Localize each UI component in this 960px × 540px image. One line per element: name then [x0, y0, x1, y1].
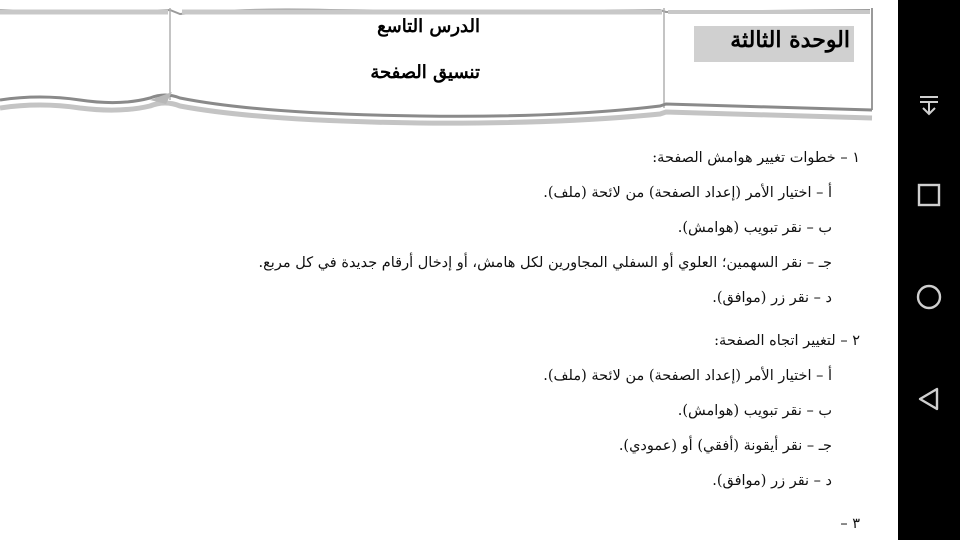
step-item: [619, 438, 832, 454]
section-heading: [714, 333, 860, 349]
section-title: لتغيير اتجاه الصفحة:: [714, 333, 836, 349]
step-letter: جـ –: [806, 438, 832, 454]
step-letter: ب –: [806, 403, 832, 419]
step-item: [543, 185, 832, 201]
home-circle-icon: [915, 283, 943, 311]
step-text: نقر السهمين؛ العلوي أو السفلي المجاورين لكل هامش، أو إدخال أرقام جديدة في كل مربع.: [258, 255, 803, 271]
step-item: [258, 255, 832, 271]
lesson-title: تنسيق الصفحة: [370, 62, 480, 83]
step-text: نقر زر (موافق).: [712, 290, 810, 306]
notification-pull-button[interactable]: [898, 74, 960, 136]
section-number: ١ –: [840, 150, 860, 166]
android-navigation-bar: [898, 0, 960, 540]
step-text: نقر أيقونة (أفقي) أو (عمودي).: [618, 438, 803, 454]
step-text: نقر تبويب (هوامش).: [677, 220, 802, 236]
step-text: نقر تبويب (هوامش).: [677, 403, 802, 419]
step-item: [543, 368, 832, 384]
section-number: ٢ –: [840, 333, 860, 349]
step-text: نقر زر (موافق).: [712, 473, 810, 489]
step-letter: د –: [813, 290, 832, 306]
step-item: [678, 220, 832, 236]
unit-title: الوحدة الثالثة: [730, 27, 850, 53]
step-item: [678, 403, 832, 419]
section-title: خطوات تغيير هوامش الصفحة:: [652, 150, 836, 166]
back-triangle-icon: [916, 386, 942, 412]
notification-pull-icon: [916, 92, 942, 118]
step-item: [712, 290, 832, 306]
step-letter: أ –: [816, 185, 832, 201]
step-text: اختيار الأمر (إعداد الصفحة) من لائحة (ملف).: [543, 368, 812, 384]
section-heading: [840, 516, 860, 532]
step-letter: د –: [813, 473, 832, 489]
back-button[interactable]: [898, 368, 960, 430]
recents-square-icon: [916, 182, 942, 208]
section-number: ٣ –: [840, 516, 860, 532]
step-letter: ب –: [806, 220, 832, 236]
lesson-number: الدرس التاسع: [377, 16, 480, 37]
step-letter: أ –: [816, 368, 832, 384]
recents-button[interactable]: [898, 164, 960, 226]
step-letter: جـ –: [806, 255, 832, 271]
step-text: اختيار الأمر (إعداد الصفحة) من لائحة (ملف).: [543, 185, 812, 201]
section-heading: [652, 150, 860, 166]
step-item: [712, 473, 832, 489]
home-button[interactable]: [898, 266, 960, 328]
